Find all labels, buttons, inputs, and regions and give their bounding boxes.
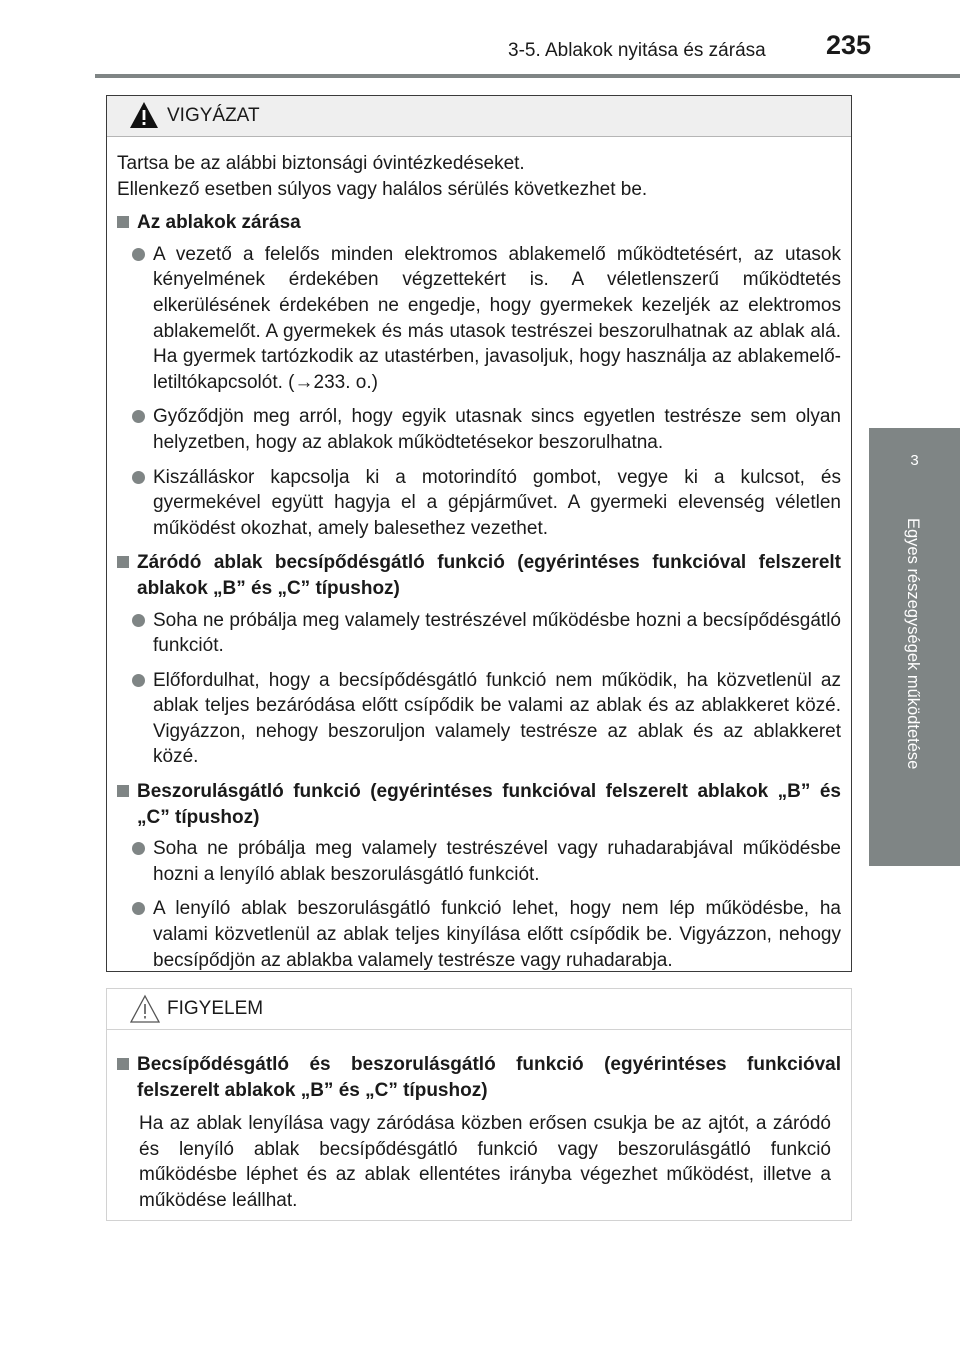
round-bullet-icon (132, 410, 145, 423)
section-heading (117, 550, 841, 601)
round-bullet-icon (132, 674, 145, 687)
square-bullet-icon (117, 216, 129, 228)
section-heading (117, 1052, 841, 1103)
list-item (132, 896, 841, 973)
round-bullet-icon (132, 902, 145, 915)
square-bullet-icon (117, 556, 129, 568)
header-rule (95, 74, 960, 78)
list-item-text: Soha ne próbálja meg valamely testrészével működésbe hozni a becsípődésgátló funkciót. (153, 609, 841, 657)
round-bullet-icon (132, 471, 145, 484)
caution-box (106, 95, 852, 972)
list-item-text: Győződjön meg arról, hogy egyik utasnak sincs egyetlen testrésze sem olyan helyzetben, hogy az ablakok működtetésekor beszorulhatna. (153, 406, 841, 453)
list-item (132, 242, 841, 396)
notice-body (107, 1030, 851, 1214)
list-item-text: Kiszálláskor kapcsolja ki a motorindító gombot, vegye ki a kulcsot, és gyermekével együtt hagyja el a gépjárművet. A gyermeki elevenség véletlen működést okozhat, amely balesethez vezethet. (153, 466, 841, 539)
list-item-text: A vezető a felelős minden elektromos ablakemelő működtetésért, az utasok kényelmének érdekében végzettekért is. A véletlenszerű működtetés elkerülésének érdekében ne engedje, hogy gyermekek kezeljék az elektromos ablakemelőt. A gyermekek és más utasok testrészei beszorulhatnak az ablak alá. Ha gyermek tartózkodik az utastérben, javasoljuk, hogy használja az ablakemelő-letiltókapcsolót. (→233. o.) (153, 243, 841, 393)
chapter-title: Egyes részegységek működtetése (904, 518, 922, 770)
section-heading (117, 210, 841, 236)
notice-header (107, 989, 851, 1030)
caution-intro-line2: Ellenkező esetben súlyos vagy halálos sérülés következhet be. (117, 178, 648, 200)
list-item (132, 465, 841, 542)
section-heading (117, 779, 841, 830)
page-number: 235 (826, 30, 872, 60)
warning-triangle-outline-icon (129, 994, 161, 1029)
round-bullet-icon (132, 842, 145, 855)
chapter-side-tab (869, 428, 960, 866)
notice-title: FIGYELEM (167, 998, 264, 1019)
round-bullet-icon (132, 614, 145, 627)
notice-paragraph: Ha az ablak lenyílása vagy záródása közben erősen csukja be az ajtót, a záródó és lenyíló ablak becsípődésgátló funkció vagy beszorulásgátló funkció működésbe léphet és az ablak ellentétes irányba végezhet működést, illetve a működése leállhat. (139, 1113, 831, 1211)
list-item (132, 608, 841, 659)
list-item-text: Előfordulhat, hogy a becsípődésgátló funkció nem működik, ha közvetlenül az ablak teljes bezáródása előtt csípődik be valami az ablak és az ablakkeret közé. Vigyázzon, nehogy beszoruljon valamely testrésze az ablak és az ablakkeret közé. (153, 669, 841, 768)
section-heading-text: Becsípődésgátló és beszorulásgátló funkció (egyérintéses funkcióval felszerelt ablakok „B” és „C” típushoz) (137, 1054, 841, 1101)
square-bullet-icon (117, 1058, 129, 1070)
caution-intro (117, 151, 841, 202)
section-title: 3-5. Ablakok nyitása és zárása (508, 40, 766, 61)
list-item (132, 404, 841, 455)
caution-header (107, 96, 851, 137)
section-heading-text: Záródó ablak becsípődésgátló funkció (egyérintéses funkcióval felszerelt ablakok „B” és „C” típushoz) (137, 552, 841, 599)
round-bullet-icon (132, 248, 145, 261)
list-item (132, 668, 841, 770)
chapter-number: 3 (910, 452, 919, 469)
square-bullet-icon (117, 785, 129, 797)
list-item-text: Soha ne próbálja meg valamely testrészével vagy ruhadarabjával működésbe hozni a lenyíló ablak beszorulásgátló funkciót. (153, 838, 841, 885)
caution-intro-line1: Tartsa be az alábbi biztonsági óvintézkedéseket. (117, 153, 525, 174)
section-heading-text: Beszorulásgátló funkció (egyérintéses funkcióval felszerelt ablakok „B” és „C” típushoz) (137, 781, 841, 828)
section-heading-text: Az ablakok zárása (137, 212, 301, 234)
notice-box (106, 988, 852, 1221)
caution-body (107, 137, 851, 973)
list-item-text: A lenyíló ablak beszorulásgátló funkció lehet, hogy nem lép működésbe, ha valami közvetlenül az ablak teljes kinyílása előtt csípődik be. Vigyázzon, nehogy becsípődjön az ablakba valamely testrésze vagy ruhadarabja. (153, 898, 841, 971)
warning-triangle-icon (129, 101, 159, 134)
list-item (132, 836, 841, 887)
caution-title: VIGYÁZAT (167, 105, 260, 126)
